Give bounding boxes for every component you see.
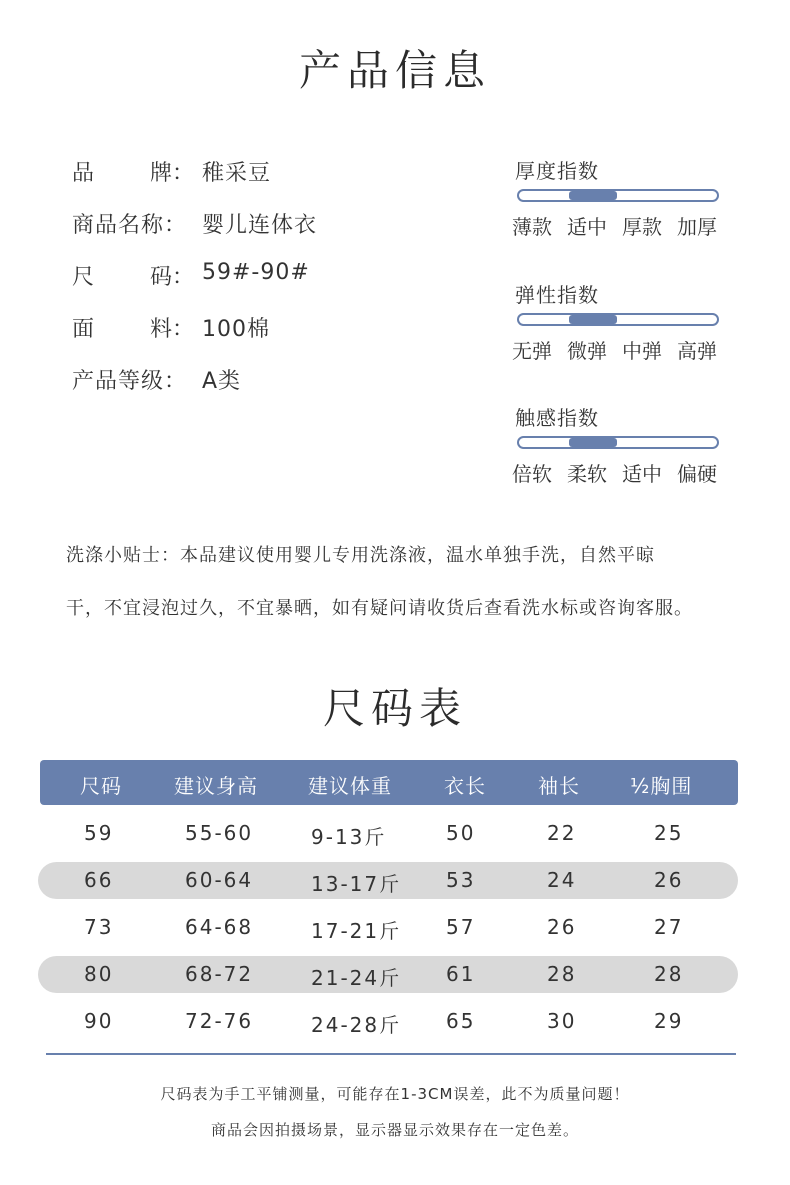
meter-indicator: [569, 315, 617, 324]
table-cell: 26: [547, 915, 577, 939]
info-key: 面: [72, 317, 95, 342]
table-cell: 64-68: [185, 915, 254, 939]
info-key: 牌：: [150, 161, 195, 186]
table-row: [38, 815, 738, 852]
table-cell: 61: [446, 962, 476, 986]
table-cell: 50: [446, 821, 476, 845]
table-row: [38, 956, 738, 993]
table-cell: 55-60: [185, 821, 254, 845]
table-row: [38, 1003, 738, 1040]
meter-track: [517, 436, 719, 449]
size-table-header: [40, 760, 738, 805]
table-cell: 59: [84, 821, 114, 845]
table-cell: 30: [547, 1009, 577, 1033]
info-value: 婴儿连体衣: [202, 213, 318, 238]
header-cell: 袖长: [538, 774, 580, 798]
header-cell: 衣长: [444, 774, 486, 798]
meter-label: 加厚: [677, 215, 717, 239]
info-value: 59#-90#: [202, 260, 310, 285]
meter-title: 厚度指数: [515, 159, 599, 183]
meter-label: 适中: [567, 215, 607, 239]
table-cell: 66: [84, 868, 114, 892]
table-cell: 17-21斤: [311, 919, 402, 943]
table-cell: 68-72: [185, 962, 254, 986]
table-cell: 60-64: [185, 868, 254, 892]
meter-indicator: [569, 438, 617, 447]
table-cell: 28: [654, 962, 684, 986]
wash-tip-line: 干，不宜浸泡过久，不宜暴晒，如有疑问请收货后查看洗水标或咨询客服。: [66, 598, 693, 619]
table-bottom-rule: [46, 1053, 736, 1055]
table-cell: 24: [547, 868, 577, 892]
wash-tip-line: 洗涤小贴士：本品建议使用婴儿专用洗涤液，温水单独手洗，自然平晾: [66, 545, 655, 566]
size-table-title: 尺码表: [322, 684, 467, 733]
table-cell: 22: [547, 821, 577, 845]
measurement-note: 尺码表为手工平铺测量，可能存在1-3CM误差，此不为质量问题！: [160, 1085, 630, 1103]
info-key: 料：: [150, 317, 195, 342]
table-cell: 28: [547, 962, 577, 986]
color-note: 商品会因拍摄场景，显示器显示效果存在一定色差。: [210, 1121, 579, 1139]
table-cell: 25: [654, 821, 684, 845]
meter-label: 厚款: [622, 215, 662, 239]
table-cell: 21-24斤: [311, 966, 402, 990]
table-cell: 90: [84, 1009, 114, 1033]
header-cell: ½胸围: [630, 774, 693, 798]
meter-track: [517, 189, 719, 202]
info-value: 100棉: [202, 317, 270, 342]
meter-track: [517, 313, 719, 326]
info-key: 码：: [150, 265, 195, 290]
meter-title: 弹性指数: [515, 283, 599, 307]
meter-label: 中弹: [622, 339, 662, 363]
table-row: [38, 862, 738, 899]
table-cell: 13-17斤: [311, 872, 402, 896]
table-cell: 65: [446, 1009, 476, 1033]
header-cell: 尺码: [80, 774, 122, 798]
info-key: 尺: [72, 265, 95, 290]
table-cell: 53: [446, 868, 476, 892]
meter-indicator: [569, 191, 617, 200]
product-info-title: 产品信息: [298, 46, 491, 95]
table-cell: 80: [84, 962, 114, 986]
table-cell: 26: [654, 868, 684, 892]
table-cell: 27: [654, 915, 684, 939]
header-cell: 建议体重: [308, 774, 392, 798]
meter-title: 触感指数: [515, 406, 599, 430]
table-cell: 29: [654, 1009, 684, 1033]
meter-label: 薄款: [512, 215, 552, 239]
info-value: 稚采豆: [202, 161, 272, 186]
info-value: A类: [202, 369, 242, 394]
meter-label: 无弹: [512, 339, 552, 363]
info-key: 品: [72, 161, 95, 186]
table-cell: 72-76: [185, 1009, 254, 1033]
table-cell: 9-13斤: [311, 825, 387, 849]
meter-label: 适中: [622, 462, 662, 486]
info-key: 产品等级：: [72, 369, 188, 394]
table-cell: 73: [84, 915, 114, 939]
meter-label: 微弹: [567, 339, 607, 363]
info-key: 商品名称：: [72, 213, 188, 238]
meter-label: 偏硬: [677, 462, 717, 486]
table-cell: 57: [446, 915, 476, 939]
table-cell: 24-28斤: [311, 1013, 402, 1037]
meter-label: 倍软: [512, 462, 552, 486]
header-cell: 建议身高: [174, 774, 258, 798]
meter-label: 高弹: [677, 339, 717, 363]
table-row: [38, 909, 738, 946]
meter-label: 柔软: [567, 462, 607, 486]
